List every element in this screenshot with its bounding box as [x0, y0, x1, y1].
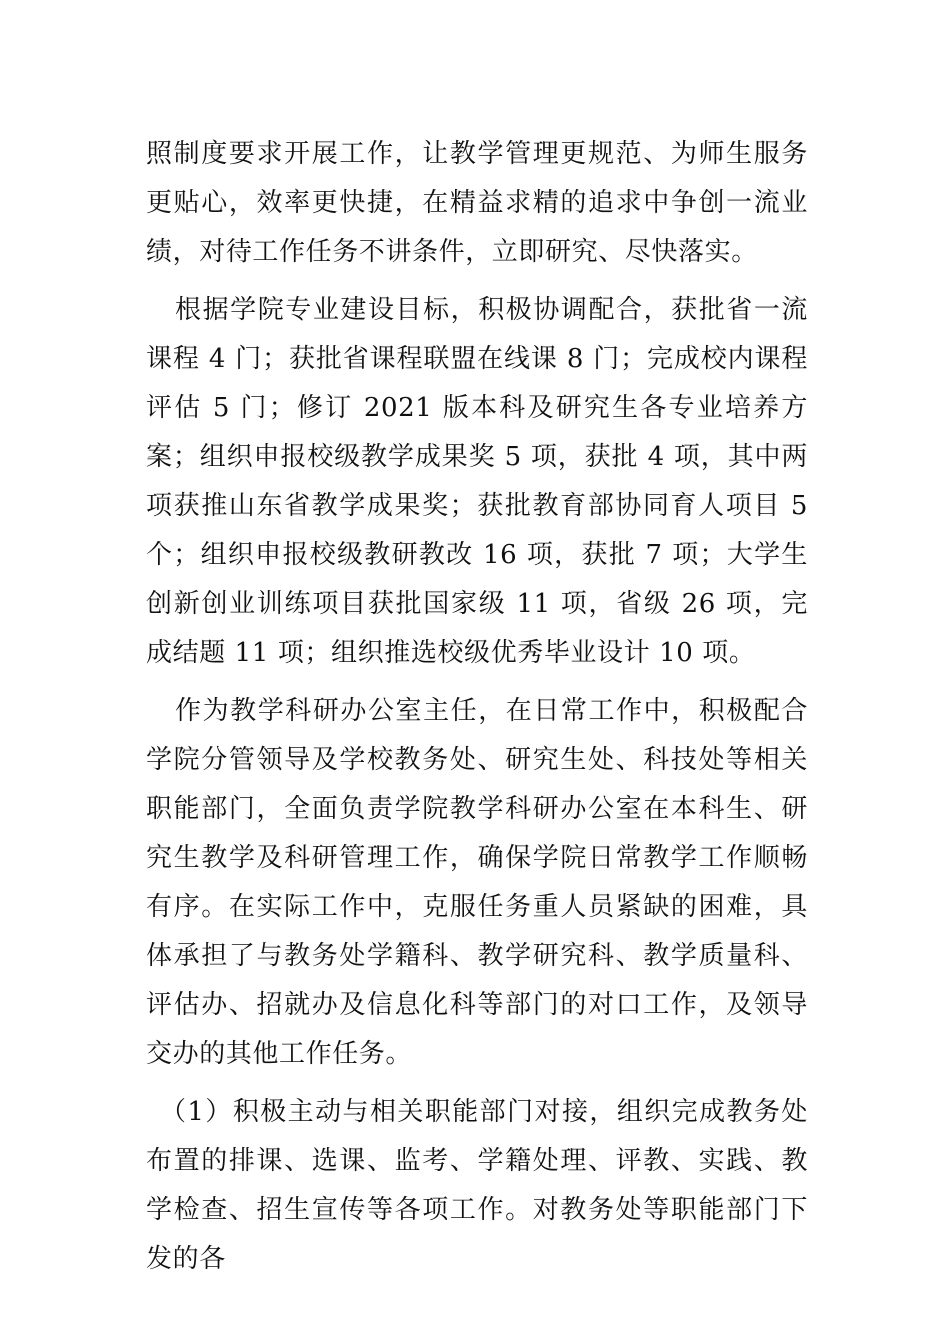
paragraph-1: 照制度要求开展工作，让教学管理更规范、为师生服务更贴心，效率更快捷，在精益求精的追求中争创一流业绩，对待工作任务不讲条件，立即研究、尽快落实。 — [146, 139, 808, 267]
paragraph-2: 根据学院专业建设目标，积极协调配合，获批省一流课程 4 门；获批省课程联盟在线课 8 门；完成校内课程评估 5 门；修订 2021 版本科及研究生各专业培养方案；组织申报校级教学成果奖 5 项，获批 4 项，其中两项获推山东省教学成果奖；获批教育部协同育人项目 5 个；组织申报校级教研教改 16 项，获批 7 项；大学生创新创业训练项目获批国家级 11 项，省级 26 项，完成结题 11 项；组织推选校级优秀毕业设计 10 项。 — [146, 295, 808, 668]
paragraph-4: （1）积极主动与相关职能部门对接，组织完成教务处布置的排课、选课、监考、学籍处理、评教、实践、教学检查、招生宣传等各项工作。对教务处等职能部门下发的各 — [146, 1097, 808, 1274]
paragraph-3: 作为教学科研办公室主任，在日常工作中，积极配合学院分管领导及学校教务处、研究生处、科技处等相关职能部门，全面负责学院教学科研办公室在本科生、研究生教学及科研管理工作，确保学院日常教学工作顺畅有序。在实际工作中，克服任务重人员紧缺的困难，具体承担了与教务处学籍科、教学研究科、教学质量科、评估办、招就办及信息化科等部门的对口工作，及领导交办的其他工作任务。 — [146, 696, 808, 1069]
document-body — [146, 130, 808, 1284]
